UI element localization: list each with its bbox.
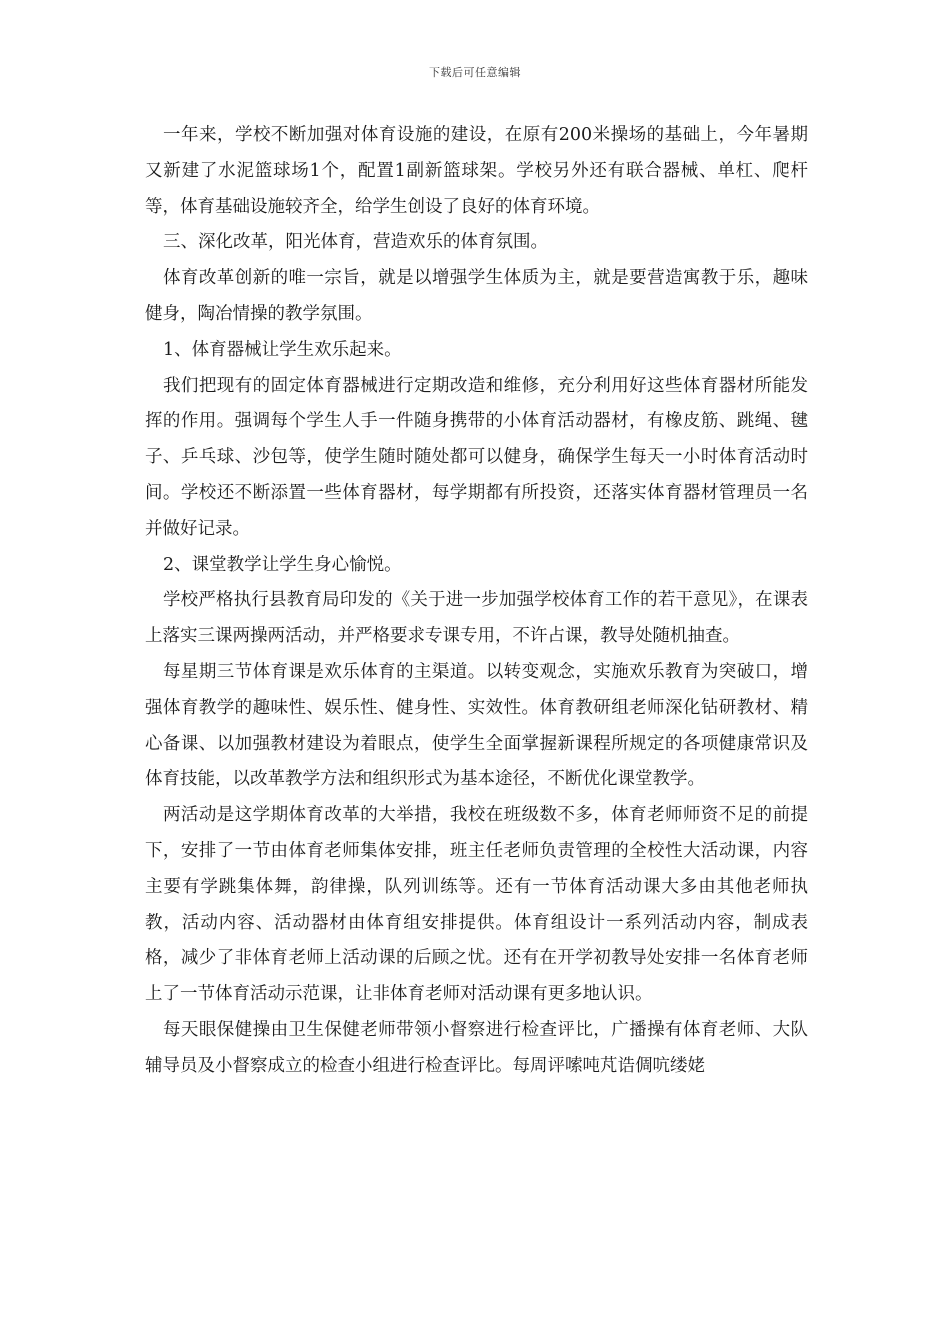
paragraph-pe-classes: 每星期三节体育课是欢乐体育的主渠道。以转变观念，实施欢乐教育为突破口，增强体育教学的趣味性、娱乐性、健身性、实效性。体育教研组老师深化钻研教材、精心备课、以加强教材建设为着眼点，使学生全面掌握新课程所规定的各项健康常识及体育技能，以改革教学方法和组织形式为基本途径，不断优化课堂教学。 xyxy=(145,661,808,790)
paragraph-equipment: 我们把现有的固定体育器械进行定期改造和维修，充分利用好这些体育器材所能发挥的作用。强调每个学生人手一件随身携带的小体育活动器材，有橡皮筋、跳绳、毽子、乒乓球、沙包等，使学生随时随处都可以健身，确保学生每天一小时体育活动时间。学校还不断添置一些体育器材，每学期都有所投资，还落实体育器材管理员一名并做好记录。 xyxy=(145,375,808,539)
paragraph-policy: 学校严格执行县教育局印发的《关于进一步加强学校体育工作的若干意见》，在课表上落实三课两操两活动，并严格要求专课专用，不许占课，教导处随机抽查。 xyxy=(145,590,808,647)
subheading-classroom: 2、课堂教学让学生身心愉悦。 xyxy=(163,554,402,575)
document-body xyxy=(145,118,808,1085)
subheading-equipment: 1、体育器械让学生欢乐起来。 xyxy=(163,339,402,360)
page-header: 下载后可任意编辑 xyxy=(429,66,521,79)
paragraph-eye-exercises: 每天眼保健操由卫生保健老师带领小督察进行检查评比，广播操有体育老师、大队辅导员及小督察成立的检查小组进行检查评比。每周评嗦吨芃诰倜吭缕姥 xyxy=(145,1019,808,1076)
paragraph-activities: 两活动是这学期体育改革的大举措，我校在班级数不多，体育老师师资不足的前提下，安排了一节由体育老师集体安排，班主任老师负责管理的全校性大活动课，内容主要有学跳集体舞，韵律操，队列训练等。还有一节体育活动课大多由其他老师执教，活动内容、活动器材由体育组安排提供。体育组设计一系列活动内容，制成表格，减少了非体育老师上活动课的后顾之忧。还有在开学初教导处安排一名体育老师上了一节体育活动示范课，让非体育老师对活动课有更多地认识。 xyxy=(145,805,808,1005)
paragraph-reform-purpose: 体育改革创新的唯一宗旨，就是以增强学生体质为主，就是要营造寓教于乐，趣味健身，陶冶情操的教学氛围。 xyxy=(145,268,808,324)
paragraph-facilities: 一年来，学校不断加强对体育设施的建设，在原有200米操场的基础上，今年暑期又新建了水泥篮球场1个，配置1副新篮球架。学校另外还有联合器械、单杠、爬杆等，体育基础设施较齐全，给学生创设了良好的体育环境。 xyxy=(145,125,808,217)
section-heading-reform: 三、深化改革，阳光体育，营造欢乐的体育氛围。 xyxy=(163,232,548,253)
